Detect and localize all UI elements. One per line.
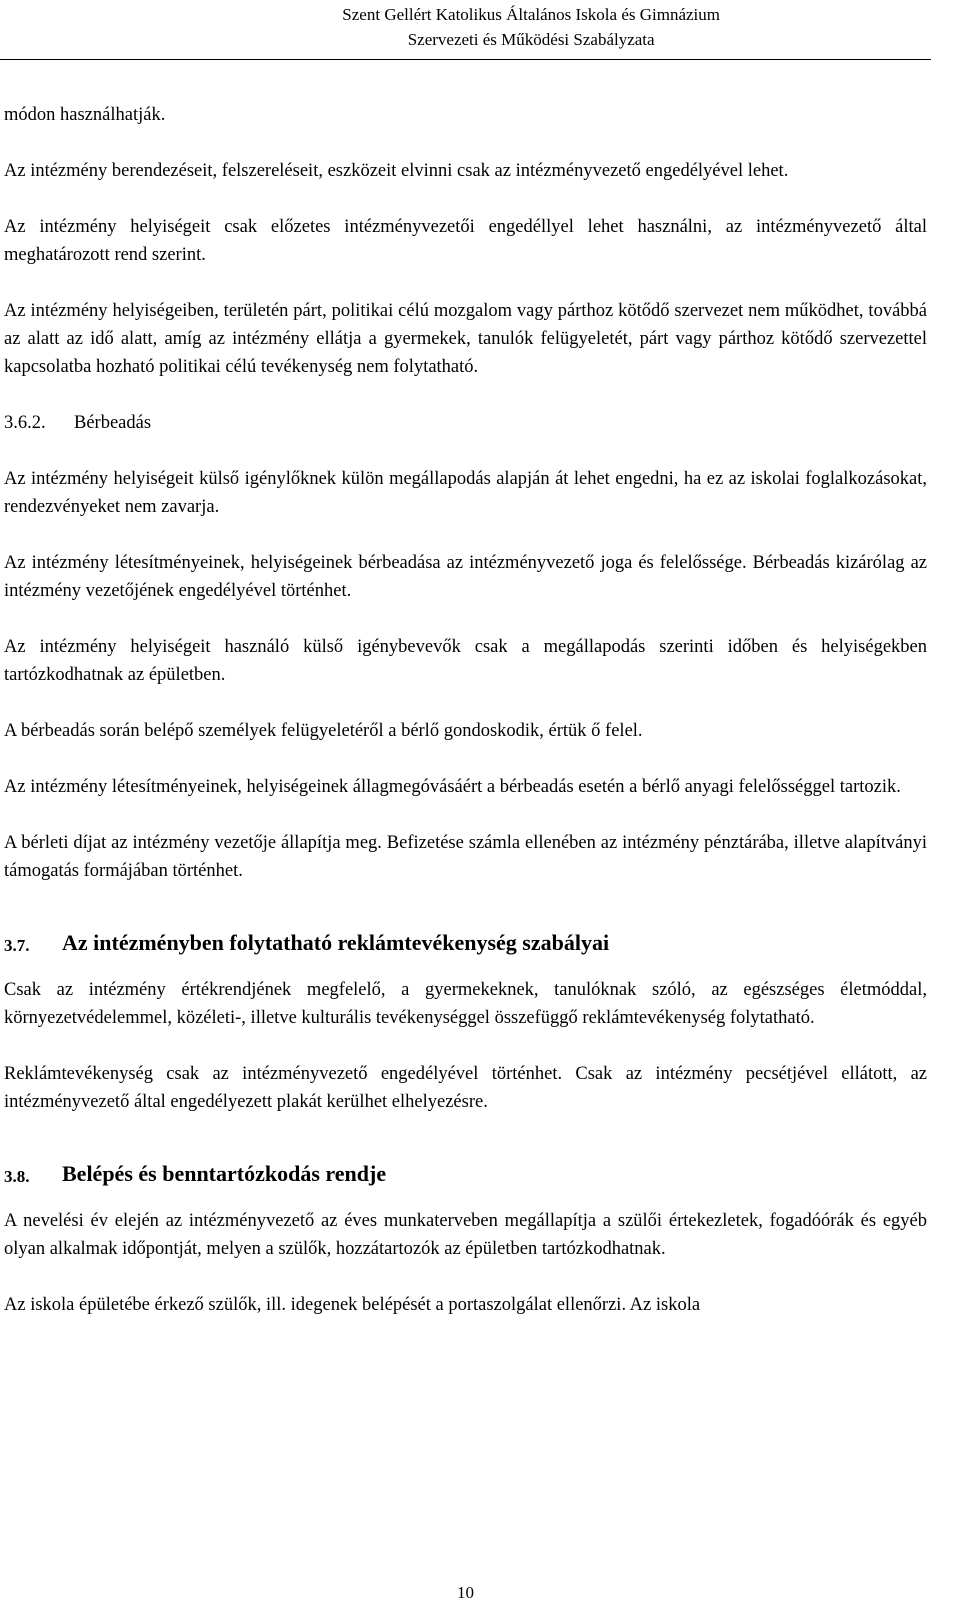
document-body (4, 101, 927, 1319)
paragraph: Az iskola épületébe érkező szülők, ill. idegenek belépését a portaszolgálat ellenőrzi. Az iskola (4, 1295, 701, 1315)
header-divider (0, 59, 931, 60)
header-school-name: Szent Gellért Katolikus Általános Iskola és Gimnázium (342, 5, 720, 24)
subsection-title: Bérbeadás (74, 413, 152, 433)
page-number: 10 (457, 1583, 474, 1602)
paragraph: Az intézmény helyiségeiben, területén párt, politikai célú mozgalom vagy párthoz kötődő szervezet nem működhet, továbbá az alatt az idő alatt, amíg az intézmény ellátja a gyermekek, tanulók felügyeletét, párt vagy párthoz kötődő szervezettel kapcsolatba hozható politikai célú tevékenység nem folytatható. (4, 301, 927, 377)
paragraph: Az intézmény létesítményeinek, helyiségeinek bérbeadása az intézményvezető joga és felelőssége. Bérbeadás kizárólag az intézmény vezetőjének engedélyével történhet. (4, 553, 927, 601)
paragraph: A nevelési év elején az intézményvezető az éves munkaterveben megállapítja a szülői értekezletek, fogadóórák és egyéb olyan alkalmak időpontját, melyen a szülők, hozzátartozók az épületben tartózkodhatnak. (4, 1211, 927, 1259)
paragraph: módon használhatják. (4, 105, 166, 125)
header-document-title: Szervezeti és Működési Szabályzata (407, 30, 655, 49)
subsection-number: 3.6.2. (4, 413, 46, 433)
paragraph: Az intézmény létesítményeinek, helyiségeinek állagmegóvásáért a bérbeadás esetén a bérlő anyagi felelősséggel tartozik. (4, 777, 901, 797)
section-title: Az intézményben folytatható reklámtevékenység szabályai (62, 930, 610, 955)
paragraph: Az intézmény helyiségeit használó külső igénybevevők csak a megállapodás szerinti időben és helyiségekben tartózkodhatnak az épületben. (4, 637, 927, 685)
section-title: Belépés és benntartózkodás rendje (62, 1161, 387, 1186)
subsection-heading (4, 409, 927, 437)
paragraph: A bérbeadás során belépő személyek felügyeletéről a bérlő gondoskodik, értük ő felel. (4, 721, 643, 741)
page-header (342, 2, 720, 52)
paragraph: Az intézmény helyiségeit külső igénylőknek külön megállapodás alapján át lehet engedni, ha ez az iskolai foglalkozásokat, rendezvényeket nem zavarja. (4, 469, 927, 517)
paragraph: Reklámtevékenység csak az intézményvezető engedélyével történhet. Csak az intézmény pecsétjével ellátott, az intézményvezető által engedélyezett plakát kerülhet elhelyezésre. (4, 1064, 927, 1112)
paragraph: A bérleti díjat az intézmény vezetője állapítja meg. Befizetése számla ellenében az intézmény pénztárába, illetve alapítványi támogatás formájában történhet. (4, 833, 927, 881)
paragraph: Az intézmény helyiségeit csak előzetes intézményvezetői engedéllyel lehet használni, az intézményvezető által meghatározott rend szerint. (4, 217, 927, 265)
paragraph: Az intézmény berendezéseit, felszereléseit, eszközeit elvinni csak az intézményvezető engedélyével lehet. (4, 161, 789, 181)
section-heading (4, 1158, 927, 1193)
section-number: 3.7. (4, 936, 30, 955)
section-heading (4, 927, 927, 962)
paragraph: Csak az intézmény értékrendjének megfelelő, a gyermekeknek, tanulóknak szóló, az egészséges életmóddal, környezetvédelemmel, közéleti-, illetve kulturális tevékenységgel összefüggő reklámtevékenység folytatható. (4, 980, 927, 1028)
section-number: 3.8. (4, 1167, 30, 1186)
